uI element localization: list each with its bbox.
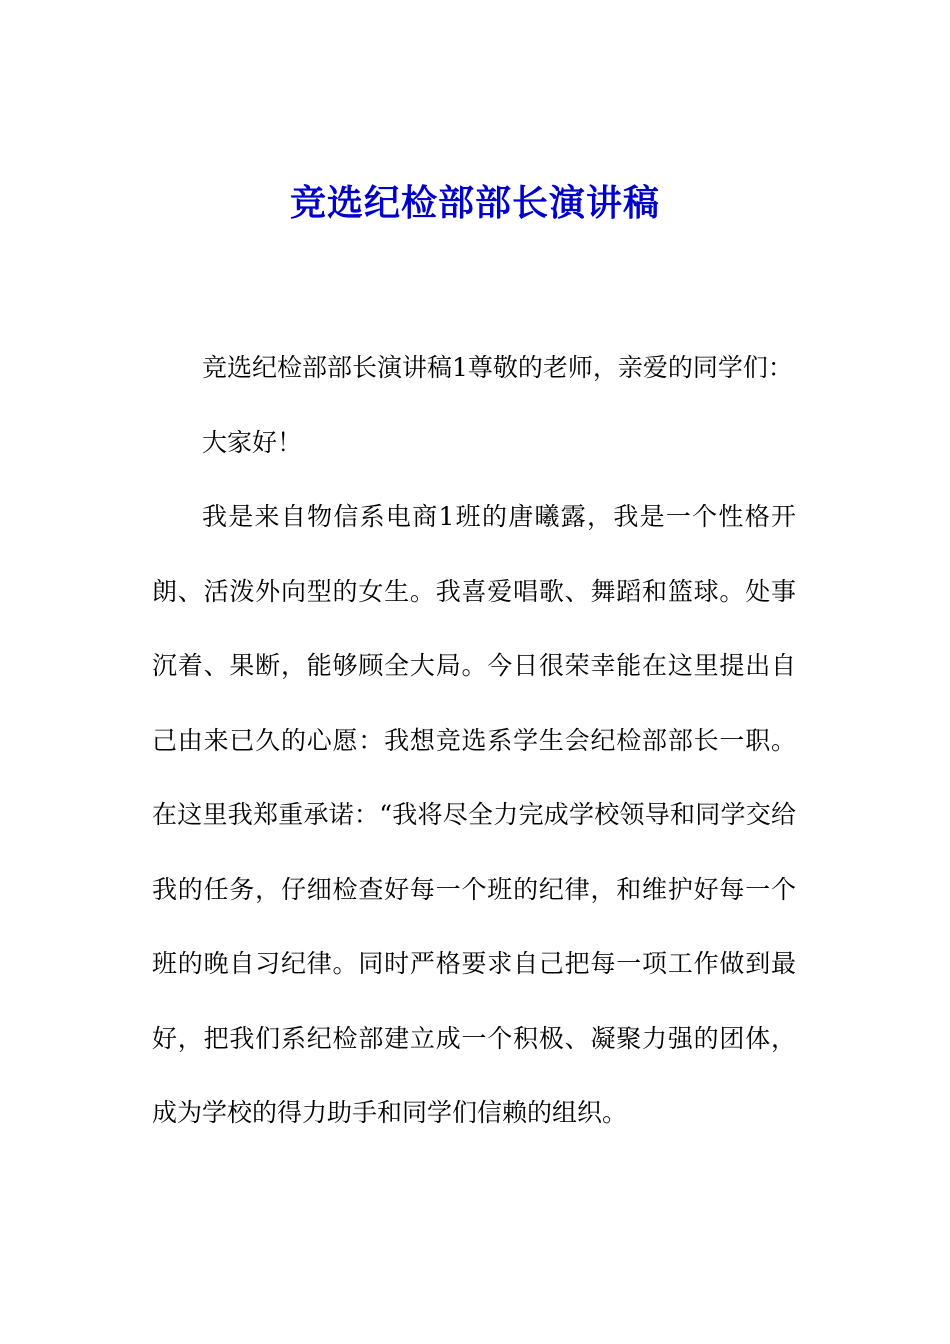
document-title: 竞选纪检部部长演讲稿 bbox=[289, 182, 660, 224]
document-body bbox=[152, 331, 796, 1151]
paragraph-hello: 大家好！ bbox=[202, 427, 303, 457]
paragraph-introduction: 我是来自物信系电商1班的唐曦露，我是一个性格开朗、活泼外向型的女生。我喜爱唱歌、舞蹈和篮球。处事沉着、果断，能够顾全大局。今日很荣幸能在这里提出自己由来已久的心愿：我想竞选系学生会纪检部部长一职。在这里我郑重承诺：“我将尽全力完成学校领导和同学交给我的任务，仔细检查好每一个班的纪律，和维护好每一个班的晚自习纪律。同时严格要求自己把每一项工作做到最好，把我们系纪检部建立成一个积极、凝聚力强的团体，成为学校的得力助手和同学们信赖的组织。 bbox=[152, 502, 796, 1127]
paragraph-greeting: 竞选纪检部部长演讲稿1尊敬的老师，亲爱的同学们： bbox=[202, 353, 793, 382]
